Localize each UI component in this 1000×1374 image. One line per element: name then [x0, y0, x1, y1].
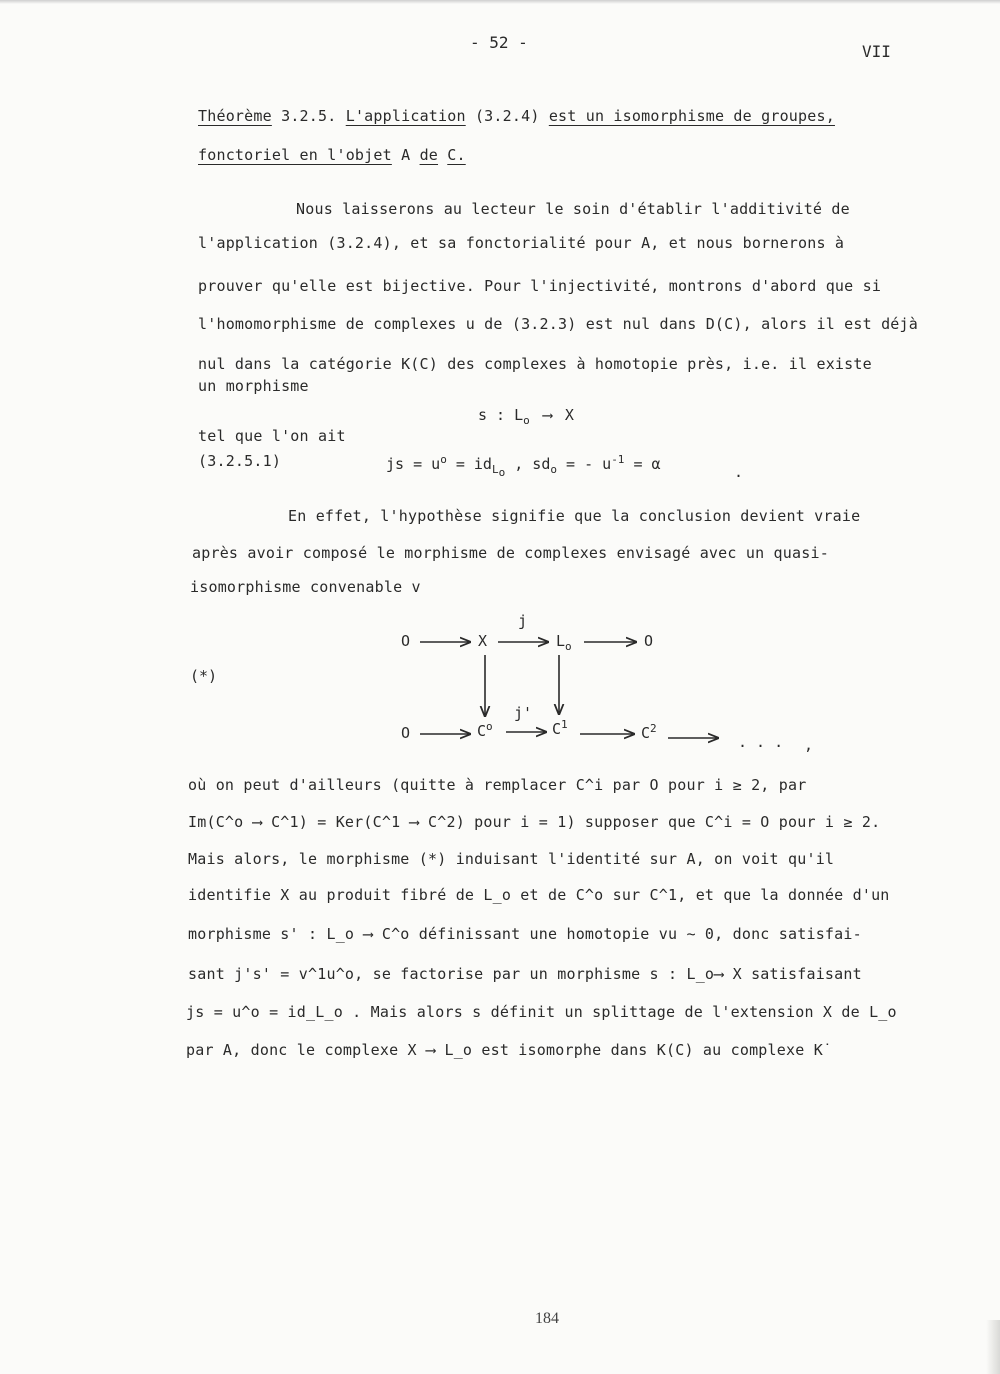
theorem-line-2 [198, 146, 466, 164]
para3-line-5: morphisme s' : L_o ⟶ C^o définissant une homotopie vu ∼ 0, donc satisfai- [188, 925, 862, 943]
diagram-top-zero-right: O [644, 632, 654, 650]
theorem-object: A [401, 146, 411, 164]
para3-line-7: js = u^o = id_L_o . Mais alors s définit un splittage de l'extension X de L_o [186, 1003, 897, 1021]
theorem-line-1 [198, 107, 835, 125]
eq-part-3: , sd [505, 455, 551, 473]
para3-line-6: sant j's' = v^1u^o, se factorise par un morphisme s : L_o⟶ X satisfaisant [188, 965, 862, 983]
para3-line-3: Mais alors, le morphisme (*) induisant l'identité sur A, on voit qu'il [188, 850, 835, 868]
formula-s-rhs: X [564, 406, 574, 424]
eq-sup-1: o [440, 453, 447, 466]
para1-line-4: l'homomorphisme de complexes u de (3.2.3) est nul dans D(C), alors il est déjà [198, 315, 918, 333]
formula-s-lhs: s : L [478, 406, 524, 424]
eq-part-5: = α [624, 455, 661, 473]
diagram-label-jprime: j' [514, 704, 533, 722]
diagram-label-j: j [518, 612, 528, 630]
diagram-dots: . . . [738, 733, 784, 751]
theorem-category: C. [447, 146, 466, 164]
para1-line-6: un morphisme [198, 377, 309, 395]
theorem-number: 3.2.5. [281, 107, 337, 125]
theorem-label: Théorème [198, 107, 272, 125]
para2-line-2: après avoir composé le morphisme de complexes envisagé avec un quasi- [192, 544, 829, 562]
page-marker: - 52 - [470, 33, 528, 52]
diagram-bot-zero-left: O [401, 724, 411, 742]
equation-end: . [734, 463, 744, 481]
eq-part-1: js = u [386, 455, 441, 473]
theorem-text-3: fonctoriel en l'objet [198, 146, 392, 164]
diagram-top-L-sub: o [565, 640, 572, 653]
eq-sub-3: o [550, 463, 557, 476]
para1-line-5: nul dans la catégorie K(C) des complexes à homotopie près, i.e. il existe [198, 355, 872, 373]
formula-s-sub: o [523, 414, 530, 427]
equation-label: (3.2.5.1) [198, 452, 282, 470]
diagram-star-label: (*) [190, 667, 218, 685]
diagram-C2 [641, 722, 657, 742]
formula-s-arrow: ⟶ [542, 406, 552, 424]
para1-line-3: prouver qu'elle est bijective. Pour l'injectivité, montrons d'abord que si [198, 277, 882, 295]
theorem-de: de [419, 146, 439, 164]
theorem-text-1: L'application [345, 107, 466, 125]
eq-sub-o: o [498, 466, 506, 480]
para3-line-1: où on peut d'ailleurs (quitte à remplacer C^i par O pour i ≥ 2, par [188, 776, 807, 794]
eq-part-4: = - u [557, 455, 612, 473]
diagram-top-X: X [478, 632, 488, 650]
diagram-top-zero-left: O [401, 632, 411, 650]
para2-line-3: isomorphisme convenable v [190, 578, 421, 596]
tel-que-line: tel que l'on ait [198, 427, 346, 445]
theorem-ref: (3.2.4) [474, 107, 540, 125]
eq-part-2: = id [446, 455, 492, 473]
para3-line-2: Im(C^o ⟶ C^1) = Ker(C^1 ⟶ C^2) pour i = 1) supposer que C^i = O pour i ≥ 2. [188, 813, 881, 831]
diagram-comma: , [804, 736, 814, 754]
diagram-C2-sup: 2 [650, 722, 657, 735]
eq-sub-L: L [491, 463, 499, 476]
para1-line-1: Nous laisserons au lecteur le soin d'établir l'additivité de [296, 200, 850, 218]
diagram-C2-letter: C [641, 724, 651, 742]
scan-top-edge [0, 0, 1000, 4]
diagram-C0-letter: C [477, 722, 487, 740]
scan-right-edge [986, 1320, 1000, 1374]
equation-3-2-5-1 [386, 453, 661, 479]
para1-line-2: l'application (3.2.4), et sa fonctorialité pour A, et nous bornerons à [198, 234, 845, 252]
formula-s [478, 406, 574, 427]
para2-line-1: En effet, l'hypothèse signifie que la conclusion devient vraie [288, 507, 861, 525]
folio-number: 184 [535, 1310, 559, 1327]
diagram-top-L [556, 632, 572, 653]
para3-line-4: identifie X au produit fibré de L_o et de C^o sur C^1, et que la donnée d'un [188, 886, 890, 904]
diagram-C1-sup: 1 [561, 718, 568, 731]
diagram-C1-letter: C [552, 720, 562, 738]
diagram-C0-sup: o [486, 720, 493, 733]
theorem-text-2: est un isomorphisme de groupes, [548, 107, 835, 125]
eq-sup-4: -1 [611, 453, 625, 466]
chapter-number: VII [862, 42, 891, 61]
para3-line-8: par A, donc le complexe X ⟶ L_o est isomorphe dans K(C) au complexe K˙ [186, 1041, 833, 1059]
diagram-C1 [552, 718, 568, 738]
diagram-top-L-letter: L [556, 632, 566, 650]
diagram-C0 [477, 720, 493, 740]
